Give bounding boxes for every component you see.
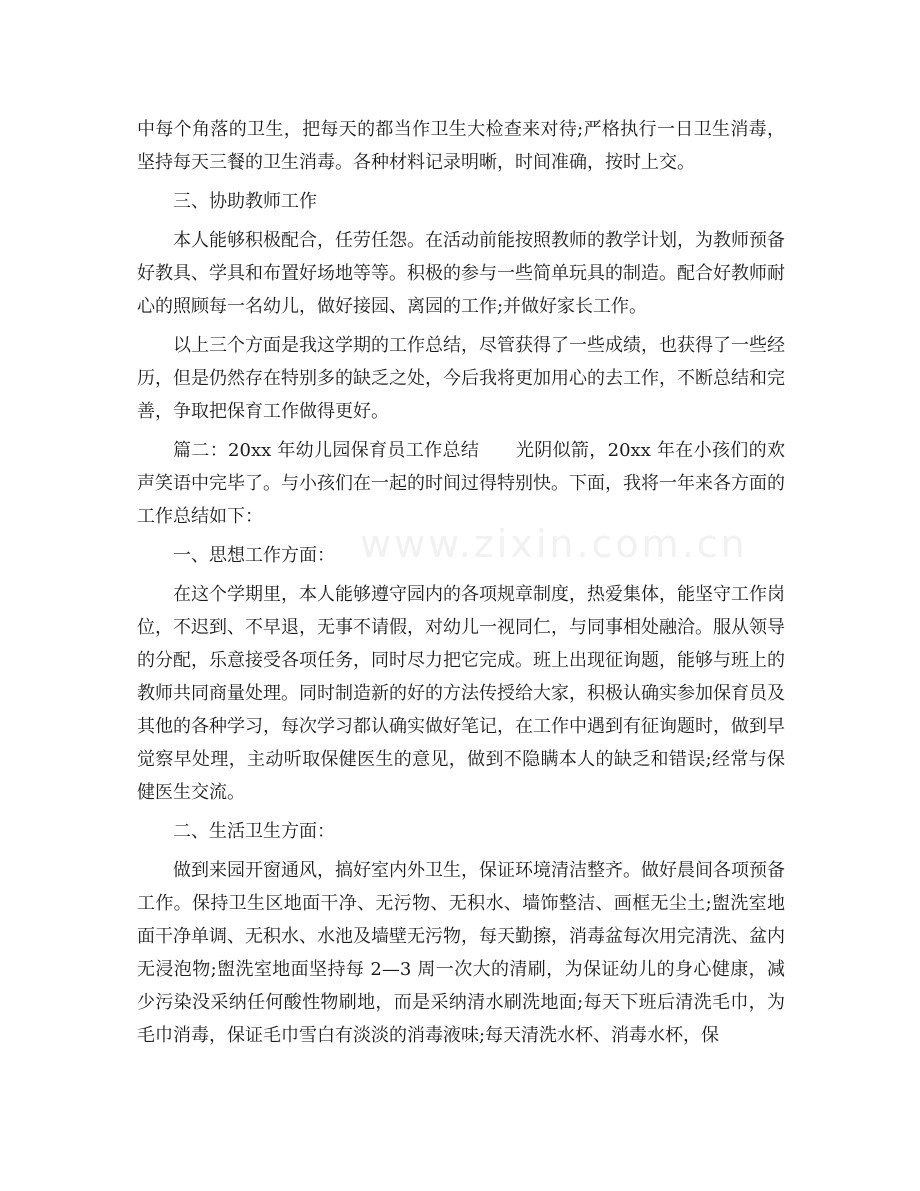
watermark: www.zixin.com.cn	[360, 522, 748, 566]
paragraph-assist-teacher: 本人能够积极配合，任劳任怨。在活动前能按照教师的教学计划，为教师预备好教具、学具和布置好场地等等。积极的参与一些简单玩具的制造。配合好教师耐心的照顾每一名幼儿，做好接园、离园的工作;并做好家长工作。	[137, 230, 785, 317]
paragraph-part-two-intro: 篇二：20xx 年幼儿园保育员工作总结 光阴似箭，20xx 年在小孩们的欢声笑语中完毕了。与小孩们在一起的时间过得特别快。下面，我将一年来各方面的工作总结如下：	[137, 440, 785, 527]
heading-life-hygiene: 二、生活卫生方面：	[173, 821, 335, 842]
paragraph-ideology: 在这个学期里，本人能够遵守园内的各项规章制度，热爱集体，能坚守工作岗位，不迟到、不早退，无事不请假，对幼儿一视同仁，与同事相处融洽。服从领导的分配，乐意接受各项任务，同时尽力把它完成。班上出现征询题，能够与班上的教师共同商量处理。同时制造新的好的方法传授给大家，积极认确实参加保育员及其他的各种学习，每次学习都认确实做好笔记，在工作中遇到有征询题时，做到早觉察早处理，主动听取保健医生的意见，做到不隐瞒本人的缺乏和错误;经常与保健医生交流。	[137, 584, 785, 803]
paragraph-life-hygiene: 做到来园开窗通风，搞好室内外卫生，保证环境清洁整齐。做好晨间各项预备工作。保持卫生区地面干净、无污物、无积水、墙饰整洁、画框无尘土;盥洗室地面干净单调、无积水、水池及墙壁无污物，每天勤擦，消毒盆每次用完清洗、盆内无浸泡物;盥洗室地面坚持每 2—3 周一次大的清刷，为保证幼儿的身心健康，减少污染没采纳任何酸性物刷地，而是采纳清水刷洗地面;每天下班后清洗毛巾，为毛巾消毒，保证毛巾雪白有淡淡的消毒液味;每天清洗水杯、消毒水杯，保	[137, 860, 785, 1046]
heading-ideology: 一、思想工作方面：	[173, 545, 335, 566]
document-body	[137, 113, 785, 1058]
heading-assist-teacher: 三、协助教师工作	[173, 191, 317, 212]
paragraph-summary: 以上三个方面是我这学期的工作总结，尽管获得了一些成绩，也获得了一些经历，但是仍然存在特别多的缺乏之处，今后我将更加用心的去工作，不断总结和完善，争取把保育工作做得更好。	[137, 335, 785, 422]
paragraph-hygiene-continued: 中每个角落的卫生，把每天的都当作卫生大检查来对待;严格执行一日卫生消毒，坚持每天三餐的卫生消毒。各种材料记录明晰，时间准确，按时上交。	[137, 119, 785, 173]
